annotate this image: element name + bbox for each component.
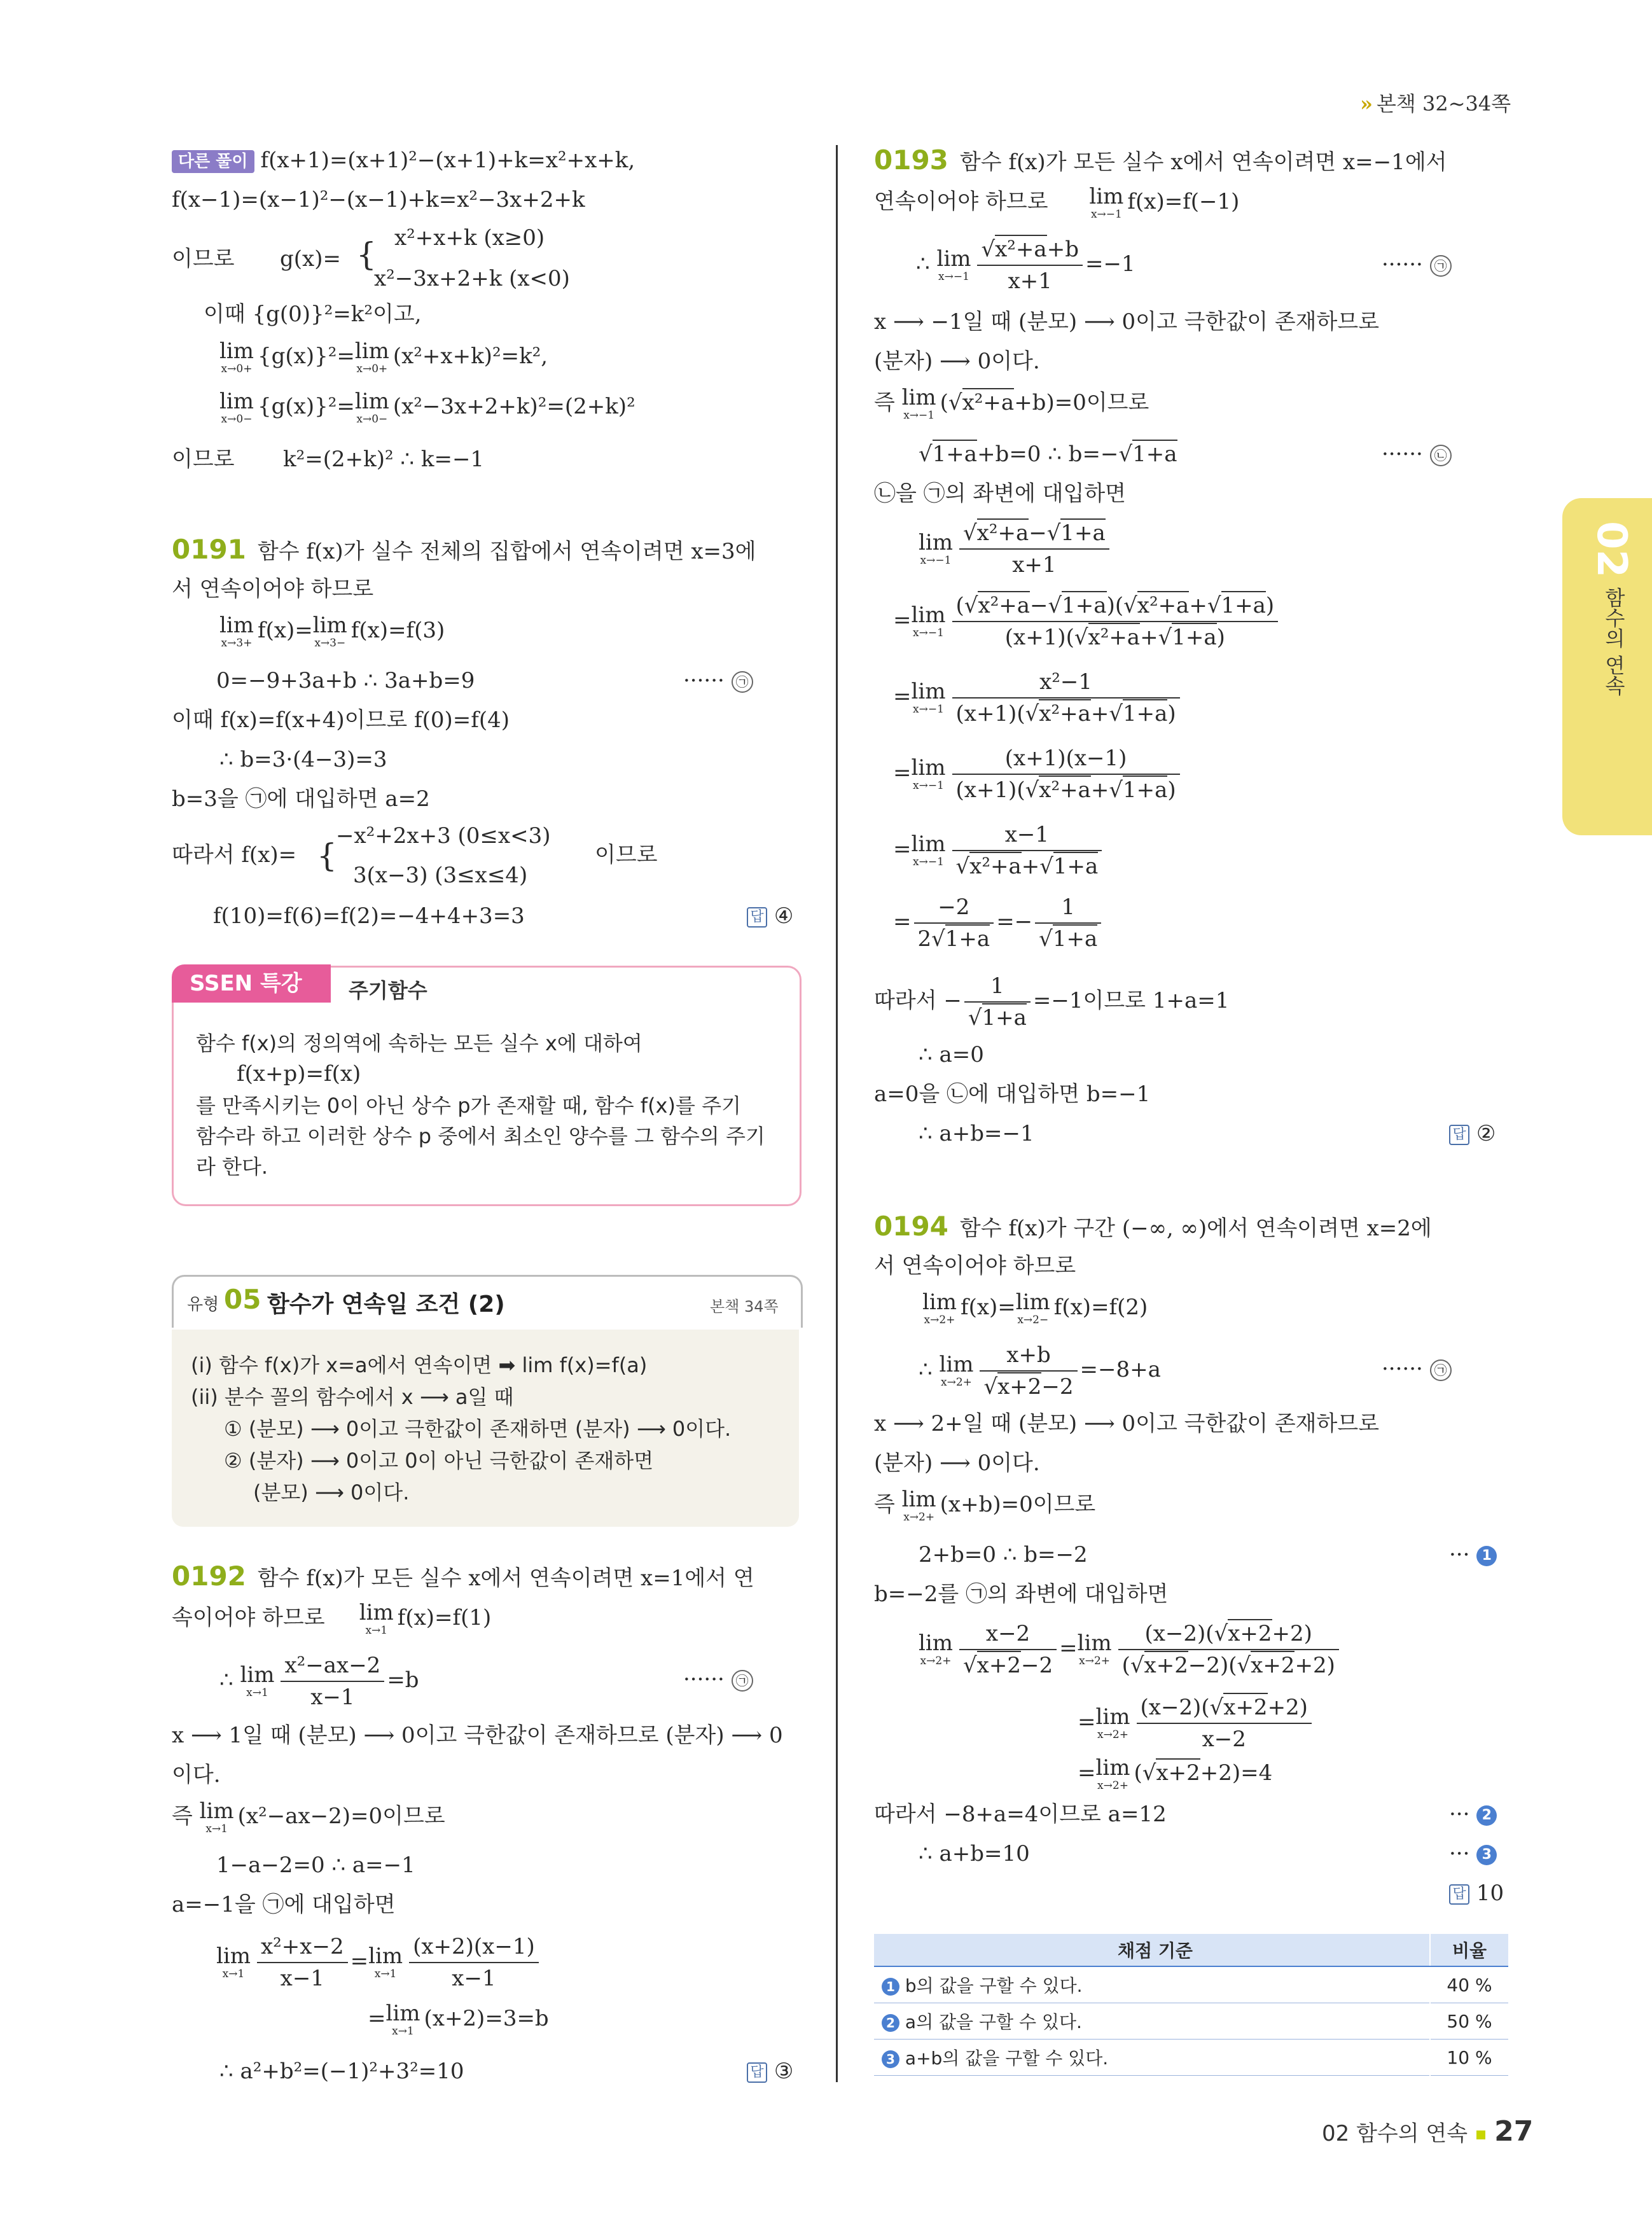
problem-0194: 0194 함수 f(x)가 구간 (−∞, ∞)에서 연속이려면 x=2에 (874, 1211, 1432, 1242)
equation-line: ∴ a²+b²=(−1)²+3²=10 (219, 2059, 464, 2084)
double-chevron-icon: » (1360, 92, 1373, 116)
equation-line: 0=−9+3a+b ∴ 3a+b=9 (216, 668, 475, 693)
limit-fraction-line: lim x→1 $\frac{\text{x²+x−2}}{x-1}$ = lim x→1 $\frac{(x+2)(x-1)}{x-1}$ (216, 1934, 541, 1991)
page-number: 27 (1494, 2115, 1534, 2148)
limit-fraction-line: = lim x→−1 $\frac{\text{(√x²+a−√1+a)(√x²+a+√1+a)}}{\text{(x+1)(√x²+a+√1+a)}}$ (893, 593, 1281, 650)
limit-fraction-line: = lim x→2+ $\frac{(x-2)(√x+2+2)}{x-2}$ (1078, 1695, 1314, 1752)
type-number: 05 (224, 1284, 261, 1315)
limit-line: 즉 lim x→−1 (√x²+a+b)=0이므로 (874, 385, 1149, 422)
text-line: b=3을 ㉠에 대입하면 a=2 (172, 786, 430, 812)
alt-solution-result: k²=(2+k)² ∴ k=−1 (283, 447, 485, 472)
problem-number: 0192 (172, 1560, 246, 1592)
step-marker-1: ··· 1 (1449, 1541, 1497, 1569)
label-nieun: ······ ㉡ (1382, 440, 1452, 468)
page-reference (1360, 88, 1511, 117)
equation-line: ∴ a+b=−1 (919, 1121, 1034, 1146)
footer-chapter: 02 함수의 연속 (1322, 2121, 1468, 2146)
text-line: b=−2를 ㉠의 좌변에 대입하면 (874, 1581, 1169, 1607)
problem-0192: 0192 함수 f(x)가 모든 실수 x에서 연속이려면 x=1에서 연 (172, 1560, 754, 1592)
equation-line: ∴ b=3·(4−3)=3 (219, 747, 387, 772)
type-rule: (i) 함수 f(x)가 x=a에서 연속이면 ➡ lim f(x)=f(a) (191, 1353, 648, 1377)
ssen-text: 라 한다. (196, 1155, 268, 1179)
equation-line: 2+b=0 ∴ b=−2 (919, 1542, 1088, 1567)
problem-number: 0191 (172, 534, 246, 565)
piece-2: x²−3x+2+k (x<0) (374, 266, 570, 291)
limit-line: = lim x→1 (x+2)=3=b (368, 2001, 549, 2038)
text-line: 서 연속이어야 하므로 (172, 576, 374, 602)
alt-solution-line: 이므로 (172, 246, 235, 272)
label-giyeok: ······ ㉠ (1382, 1355, 1452, 1383)
label-giyeok: ······ ㉠ (683, 667, 753, 695)
answer-icon: 답 (747, 2062, 767, 2083)
limit-fraction-line: lim x→−1 $\frac{\text{√x²+a−√1+a}}{x+1}$ (919, 520, 1112, 578)
limit-fraction-line: ∴ lim x→1 $\frac{\text{x²−ax−2}}{x-1}$ =b (219, 1653, 419, 1710)
type-rule: ② (분자) ⟶ 0이고 0이 아닌 극한값이 존재하면 (224, 1449, 654, 1473)
limit-line: 즉 lim x→2+ (x+b)=0이므로 (874, 1487, 1096, 1524)
equation-line: √1+a+b=0 ∴ b=−√1+a (919, 440, 1177, 468)
limit-fraction-line: = lim x→−1 $\frac{(x+1)(x-1)}{\text{(x+1)(√x²+a+√1+a)}}$ (893, 746, 1183, 803)
problem-0193: 0193 함수 f(x)가 모든 실수 x에서 연속이려면 x=−1에서 (874, 144, 1447, 176)
type-ref: 본책 34쪽 (710, 1298, 779, 1316)
text-line: 따라서 f(x)= (172, 842, 297, 868)
problem-number: 0193 (874, 144, 948, 176)
ssen-text: 를 만족시키는 0이 아닌 상수 p가 존재할 때, 함수 f(x)를 주기 (196, 1094, 741, 1118)
problem-number: 0194 (874, 1211, 948, 1242)
page-footer (1322, 2115, 1533, 2148)
piece-1: −x²+2x+3 (0≤x<3) (336, 823, 551, 849)
step-marker-3: ··· 3 (1449, 1840, 1497, 1868)
answer: 답 10 (1449, 1879, 1504, 1907)
limit-fraction-line: = lim x→−1 $\frac{\text{x²−1}}{\text{(x+1)(√x²+a+√1+a)}}$ (893, 669, 1183, 726)
table-row: 1 b의 값을 구할 수 있다. 40 % (874, 1966, 1508, 2003)
limit-line: 속이어야 하므로 lim x→1 f(x)=f(1) (172, 1600, 492, 1637)
problem-0191: 0191 함수 f(x)가 실수 전체의 집합에서 연속이려면 x=3에 (172, 534, 756, 565)
limit-line: 즉 lim x→1 (x²−ax−2)=0이므로 (172, 1798, 445, 1835)
text-line: ㉡을 ㉠의 좌변에 대입하면 (874, 481, 1127, 506)
scoring-header-ratio: 비율 (1430, 1934, 1508, 1966)
limit-fraction-line: = lim x→−1 $\frac{x-1}{\text{√x²+a+√1+a}}$ (893, 822, 1104, 879)
limit-line: lim x→3+ f(x)= lim x→3− f(x)=f(3) (219, 613, 445, 650)
step-marker-2: ··· 2 (1449, 1800, 1497, 1828)
footer-square-icon (1476, 2130, 1485, 2139)
piece-1: x²+x+k (x≥0) (394, 225, 545, 251)
answer-icon: 답 (1449, 1884, 1469, 1905)
text-line: x ⟶ −1일 때 (분모) ⟶ 0이고 극한값이 존재하므로 (874, 309, 1380, 335)
limit-line: lim x→2+ f(x)= lim x→2− f(x)=f(2) (922, 1289, 1148, 1326)
limit-line: = lim x→2+ (√x+2+2)=4 (1078, 1755, 1273, 1792)
chapter-number: 02 (1588, 521, 1635, 578)
piece-2: 3(x−3) (3≤x≤4) (353, 863, 528, 888)
ssen-text: f(x+p)=f(x) (237, 1061, 361, 1087)
brace: { (356, 236, 377, 273)
answer-icon: 답 (1449, 1125, 1469, 1145)
alt-solution-line: f(x−1)=(x−1)²−(x−1)+k=x²−3x+2+k (172, 187, 585, 212)
g-definition: g(x)= (280, 246, 341, 272)
fraction-line: = $\frac{-2}{2√1+a}$ =− $\frac{1}{√1+a}$ (893, 894, 1104, 952)
text-line: (분자) ⟶ 0이다. (874, 349, 1040, 374)
text-line: x ⟶ 1일 때 (분모) ⟶ 0이고 극한값이 존재하므로 (분자) ⟶ 0 (172, 1723, 783, 1748)
text-line: 따라서 −8+a=4이므로 a=12 (874, 1802, 1167, 1827)
ssen-text: 함수라 하고 이러한 상수 p 중에서 최소인 양수를 그 함수의 주기 (196, 1124, 765, 1148)
alt-solution-line: 이때 {g(0)}²=k²이고, (204, 302, 422, 327)
equation-line: f(10)=f(6)=f(2)=−4+4+3=3 (213, 903, 525, 929)
column-divider (836, 145, 838, 2082)
fraction-line: 따라서 − $\frac{1}{√1+a}$ =−1이므로 1+a=1 (874, 973, 1230, 1031)
text-line: 서 연속이어야 하므로 (874, 1253, 1076, 1279)
type-title: 함수가 연속일 조건 (2) (267, 1291, 505, 1317)
limit-fraction-line: lim x→2+ $\frac{x-2}{√x+2-2}$ = lim x→2+ $\frac{(x-2)(√x+2+2)}{(√x+2-2)(√x+2+2)}$ (919, 1621, 1342, 1678)
type-prefix: 유형 (187, 1295, 219, 1314)
limit-line: lim x→0− {g(x)}²= lim x→0− (x²−3x+2+k)²=(2+k)² (219, 389, 635, 426)
equation-line: ∴ a=0 (919, 1042, 984, 1067)
scoring-header-criteria: 채점 기준 (874, 1934, 1430, 1966)
ssen-tag: SSEN 특강 (172, 964, 331, 1003)
type-rule: (ii) 분수 꼴의 함수에서 x ⟶ a일 때 (191, 1385, 514, 1409)
limit-fraction-line: ∴ lim x→2+ $\frac{x+b}{√x+2-2}$ =−8+a (919, 1342, 1161, 1400)
answer-icon: 답 (747, 907, 767, 928)
scoring-table (874, 1934, 1508, 2076)
chapter-title: 함수의 연속 (1602, 587, 1626, 696)
table-row: 2 a의 값을 구할 수 있다. 50 % (874, 2003, 1508, 2040)
type-rule: ① (분모) ⟶ 0이고 극한값이 존재하면 (분자) ⟶ 0이다. (224, 1417, 732, 1441)
limit-line: 연속이어야 하므로 lim x→−1 f(x)=f(−1) (874, 184, 1240, 221)
alt-solution-line: 이므로 (172, 447, 235, 472)
alt-solution-line: 다른 풀이 f(x+1)=(x+1)²−(x+1)+k=x²+x+k, (172, 146, 635, 174)
text-line: x ⟶ 2+일 때 (분모) ⟶ 0이고 극한값이 존재하므로 (874, 1411, 1380, 1436)
table-row: 3 a+b의 값을 구할 수 있다. 10 % (874, 2040, 1508, 2076)
text-line: 이다. (172, 1762, 221, 1788)
label-giyeok: ······ ㉠ (683, 1665, 753, 1693)
text-line: 이므로 (595, 842, 658, 868)
equation-line: ∴ a+b=10 (919, 1841, 1030, 1866)
text-line: (분자) ⟶ 0이다. (874, 1450, 1040, 1476)
brace: { (317, 837, 337, 874)
answer: 답 ③ (747, 2057, 793, 2085)
limit-line: lim x→0+ {g(x)}²= lim x→0+ (x²+x+k)²=k², (219, 338, 548, 375)
alt-solution-badge: 다른 풀이 (172, 150, 254, 173)
answer: 답 ② (1449, 1120, 1496, 1148)
text-line: 이때 f(x)=f(x+4)이므로 f(0)=f(4) (172, 707, 510, 733)
type-rule: (분모) ⟶ 0이다. (253, 1480, 410, 1505)
ssen-title: 주기함수 (349, 978, 427, 1003)
text-line: a=0을 ㉡에 대입하면 b=−1 (874, 1081, 1151, 1107)
chapter-side-tab (1562, 498, 1652, 835)
limit-fraction-line: ∴ lim x→−1 $\frac{\text{√x²+a+b}}{x+1}$ =−1 (916, 237, 1135, 294)
book-reference: 본책 32~34쪽 (1377, 92, 1511, 116)
ssen-text: 함수 f(x)의 정의역에 속하는 모든 실수 x에 대하여 (196, 1031, 642, 1055)
text-line: a=−1을 ㉠에 대입하면 (172, 1892, 396, 1917)
label-giyeok: ······ ㉠ (1382, 251, 1452, 279)
answer: 답 ④ (747, 902, 793, 930)
equation-line: 1−a−2=0 ∴ a=−1 (216, 1852, 415, 1878)
